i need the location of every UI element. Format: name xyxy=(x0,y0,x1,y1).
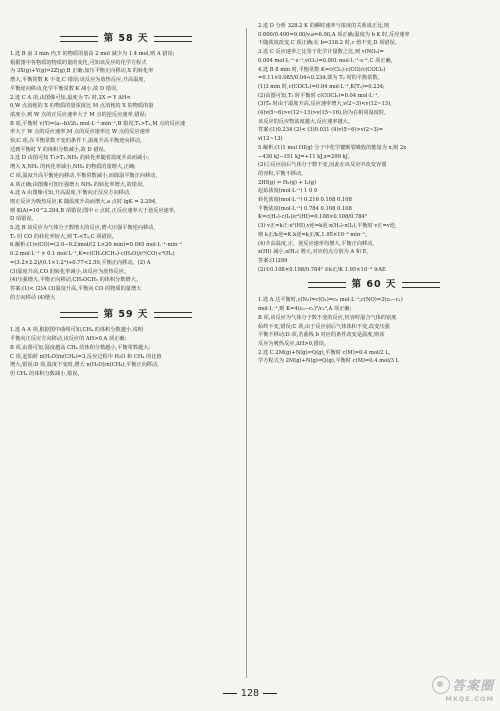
text-line: K=c(H₂)·c(I₂)/c²(HI)=0.108×0.108/0.784² xyxy=(258,214,367,221)
text-line: 0,W 点消耗的 X 的物质的量浓度比 M 点消耗的 X 的物质的量 xyxy=(10,103,154,110)
answer-text-day-60 xyxy=(258,296,490,366)
text-line: 答案:(1)0.234 (2)< (3)0.031 (4)v(5~6)>v(2~3)= xyxy=(258,127,384,134)
answer-text-day-59-continued xyxy=(258,22,490,274)
text-line: (1)3 min 时,c(COCl₂)=0.04 mol·L⁻¹,K(T₂)=0.234; xyxy=(258,83,385,90)
text-line: 学方程式为 2M(g)+N(g)⇌Q(g),平衡时 c(M)=0.4 mol/3 L xyxy=(258,358,400,365)
page-number-dash xyxy=(223,693,237,694)
answer-text-day-59 xyxy=(10,326,242,378)
text-line: =0.11×0.085/0.04≈0.234,即为 T₂ 时的平衡常数。 xyxy=(258,75,383,82)
text-line: 3.选 C 反应速率之比等于化学计量数之比,则 v(NO₂)= xyxy=(258,49,384,56)
watermark-url: MXQE.COM xyxy=(445,695,494,703)
page-number: 128 xyxy=(0,688,500,699)
watermark xyxy=(432,675,494,704)
text-line: 则 K(A)=10^2.294,B 项错误;图中 c 点时,正反应速率大于逆反应速率, xyxy=(10,207,176,214)
text-line: mol·L⁻¹,则 K=4(c₀−c₁)²/c₁²,A 项正确; xyxy=(258,306,352,313)
text-line: 快;C 项,在平衡常数不变的条件下,温度升高平衡逆向移动, xyxy=(10,138,142,145)
text-line: (4)v(5~6)>v(12~13)>v(15~16),因为在相同温度时, xyxy=(258,110,386,117)
text-line: 增大,平衡常数 K 不变,C 错误;该反应为放热反应,升高温度, xyxy=(10,77,146,84)
text-line: 2.选 C A 项,由图像可知,温度为 T₁ 时,2X ⇌ Y ΔH< xyxy=(10,94,131,101)
watermark-logo: 答案圈 xyxy=(432,675,494,696)
section-heading-day-58: 第 58 天 xyxy=(10,32,242,46)
text-line: (2)由图可知,T₂ 时平衡时 c(COCl₂)=0.04 mol·L⁻¹, xyxy=(258,92,380,99)
text-line: 但 CH₄ 的体积分数减小,错误。 xyxy=(10,370,83,377)
text-line: A 项正确;由图像可知压强增大 NH₃ 的转化率增大,故错误。 xyxy=(10,181,148,188)
text-line: 4.选 A 由图像可知,升高温度,平衡向正反应方向移动, xyxy=(10,190,131,197)
text-line: x(HI) 减小,x(H₂) 增大,对应的点分别为 A 和 E。 xyxy=(258,249,372,256)
text-line: 1.选 A A 项,根据图中曲线可知,CH₄ 的体积分数越小,说明 xyxy=(10,327,144,334)
text-line: 浓度小,则 W 点的正反应速率大于 M 点的逆反应速率,错误; xyxy=(10,111,147,118)
text-line: 平衡逆向移动,化学平衡常数 K 减小,故 D 错误。 xyxy=(10,85,122,92)
text-line: 增大 X,NH₃ 的转化率减小,NH₃ 的物质的量增大,正确; xyxy=(10,164,136,171)
text-line: B 项,该反应为气体分子数不变的反应,恒容时混合气体的密度 xyxy=(258,314,397,321)
text-line: 根据图中各物质的物质的量的变化,可知该反应的化学方程式 xyxy=(10,59,147,66)
heading-ornament xyxy=(60,36,98,42)
text-line: 达到平衡时 Y 的体积分数减小,故 D 错误。 xyxy=(10,146,109,153)
text-line: 率大于 W 点的反应速率,M 点的反应速率比 W 点的反应速率 xyxy=(10,129,150,136)
text-line: 的方向移动 (4)增大 xyxy=(10,294,56,301)
text-line: D 项错误。 xyxy=(10,216,37,223)
text-line: 为 3X(g)+Y(g)⇌2Z(g),B 正确;加压平衡正向移动,X 的转化率 xyxy=(10,68,154,75)
text-line: 1.选 A 达平衡时,c(N₂)=c(O₂)=c₀ mol·L⁻¹,c(NO)=2(c₀−c₁) xyxy=(258,297,403,304)
page-number-dash xyxy=(263,693,277,694)
text-line: 平衡向正反应方向移动,该反应的 ΔH>0,A 项正确; xyxy=(10,336,127,343)
section-heading-day-60: 第 60 天 xyxy=(258,278,490,292)
text-line: (4)压强增大,平衡正向移动,CH₃OCH₃ 的体积分数增大。 xyxy=(10,277,142,284)
text-line: 5.解析:(1)1 mol HI(g) 分子中化学键断裂吸收的能量为 x,则 2x xyxy=(258,144,407,151)
text-line: 2.选 D 分析 328.2 K 的瞬时速率与浓度的关系成正比,则 xyxy=(258,23,390,29)
text-line: 起始浓度(mol·L⁻¹) 1 0 0 xyxy=(258,188,318,195)
text-line: 6.解析:(1)v(CO)=(2.0−0.2)mol/(2 L×20 min)=0.045 mol·L⁻¹·min⁻¹ xyxy=(10,242,183,249)
text-line: B 项,平衡时 v(Y)=(a−b)/2t₁ mol·L⁻¹·min⁻¹,B 错误;T₁>T₂,M 点的反应速 xyxy=(10,120,186,127)
text-line: C 项,起始时 n(H₂O)/n(CH₄)=3,反应过程中 H₂O 和 CH₄ 的比值 xyxy=(10,353,162,360)
text-line: 转化浓度(mol·L⁻¹) 0.216 0.108 0.108 xyxy=(258,197,352,204)
text-line: (2)①反应前后气体分子数不变,因此在该反应中改变容器 xyxy=(258,162,387,169)
heading-ornament xyxy=(60,312,98,318)
text-line: v(12~13) xyxy=(258,136,283,143)
heading-ornament xyxy=(308,282,346,288)
text-line: 的容积,平衡不移动。 xyxy=(258,170,307,177)
text-line: 2.选 C 2M(g)+N(g)⇌Q(g),平衡时 c(M)=0.4 mol/2 L, xyxy=(258,349,391,356)
text-line: 平衡浓度(mol·L⁻¹) 0.784 0.108 0.108 xyxy=(258,205,352,212)
text-line: 1.选 B 前 3 min 内,Y 的物质的量由 2 mol 减少为 1.4 mol,则 A 错误; xyxy=(10,51,175,57)
answer-text-day-58 xyxy=(10,50,242,302)
text-line: 反应为吸热反应,ΔH>0,错误。 xyxy=(258,340,330,347)
text-line: (4)升高温度,正、逆反应速率均增大,平衡正向移动, xyxy=(258,240,375,247)
text-line: 0.600/0.400=9.00/v,a=6.00,A 项正确;温度为 b K 时,反应速率 xyxy=(258,31,410,38)
text-line: (3) v正=k正·x²(HI),v逆=k逆·x(H₂)·x(I₂),平衡时 v正=v逆, xyxy=(258,223,397,230)
text-line: 4.选 B 8 min 时,平衡常数 K=c(Cl₂)·c(CO)/c(COCl₂) xyxy=(258,66,386,73)
section-heading-day-59: 第 59 天 xyxy=(10,308,242,322)
text-line: B 项,由图可知,温度越高 CH₄ 的体积分数越小,平衡常数越大; xyxy=(10,344,151,351)
text-line: 5.选 B 该反应为气体分子数增大的反应,增大压强平衡逆向移动, xyxy=(10,225,156,232)
watermark-badge-icon xyxy=(432,676,450,694)
text-line: 该反应的反应物浓度越大,反应速率越大。 xyxy=(258,118,354,125)
text-line: 则正反应为吸热反应,K 随温度升高而增大,a 点时 lgK = 2.294, xyxy=(10,198,157,205)
heading-ornament xyxy=(154,36,192,42)
text-line: (2)①0.108×0.108/0.784² ②k正/K 1.95×10⁻³ ③AE xyxy=(258,266,386,273)
text-line: C 项,温度升高平衡逆向移动,平衡常数减小,而降温平衡正向移动, xyxy=(10,172,158,179)
text-line: 增大,错误;D 项,温度不变时,增大 n(H₂O)/n(CH₄),平衡正向移动, xyxy=(10,362,159,369)
text-line: =(3.2×2.2)/(0.1×1.2⁴)≈0.77<2.50,平衡正向移动。(2) A xyxy=(10,259,151,266)
right-column xyxy=(258,22,490,366)
text-line: 始终不变,错误;C 项,由于反应前后气体体积不变,改变压强 xyxy=(258,323,390,330)
text-line: 答案:(1)299 xyxy=(258,257,288,264)
text-line: 0.004 mol·L⁻¹·s⁻¹,v(O₂)=0.001 mol·L⁻¹·s⁻¹,C 项正确。 xyxy=(258,57,396,64)
text-line: 则 k正/k逆=K,k逆=k正/K,1.95×10⁻³ min⁻¹。 xyxy=(258,231,371,238)
text-line: 2HI(g) ⇌ H₂(g) + I₂(g) xyxy=(258,179,316,186)
text-line: −436 kJ−151 kJ=+11 kJ,x=299 kJ。 xyxy=(258,153,353,160)
heading-ornament xyxy=(402,282,440,288)
heading-ornament xyxy=(154,312,192,318)
text-line: 平衡不移动;D 项,若曲线 b 对应的条件改变是温度,则该 xyxy=(258,332,385,339)
text-line: 不随浓度改变,C 项正确;在 b=318.2 时,c 值不变,D 项错误。 xyxy=(258,40,400,47)
text-line: 答案:(1)< (2)A (3)温度升高,平衡向 CO 的物质的量增大 xyxy=(10,285,142,292)
column-divider xyxy=(246,28,247,678)
left-column xyxy=(10,30,242,379)
text-line: (3)T₈ 时由于温度升高,反应速率增大,v(2~3)<v(12~13), xyxy=(258,101,392,108)
text-line: 3.选 D 由图可知 T₁>T₂,NH₃ 的转化率随着温度升高而减小; xyxy=(10,155,150,162)
text-line: (3)温度升高,CO 的转化率减小,该反应为放热反应。 xyxy=(10,268,130,275)
text-line: 0.2 mol·L⁻¹ × 0.1 mol·L⁻¹,K=c(CH₃OCH₃)·c(H₂O)/c²(CO)·c⁴(H₂) xyxy=(10,251,175,258)
text-line: T₂ 时 CO 的转化率较大,则 T₁<T₂,C 项错误。 xyxy=(10,233,117,240)
